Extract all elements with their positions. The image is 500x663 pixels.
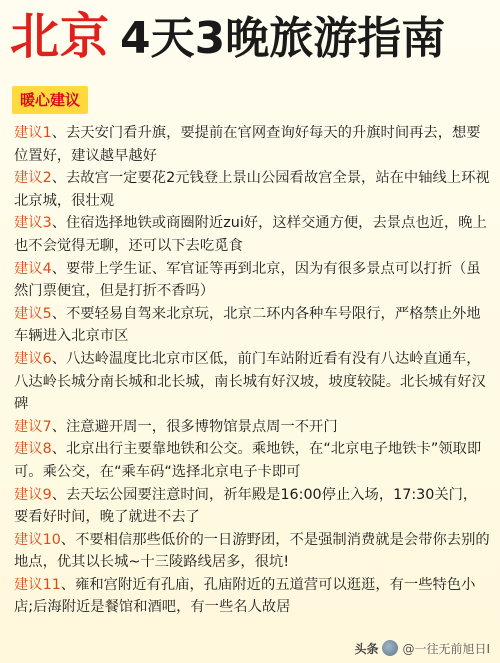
tip-tag: 建议11 [14, 576, 61, 593]
tip-tag: 建议8 [14, 441, 52, 458]
platform-logo: 头条 [354, 641, 379, 656]
tip-item [14, 167, 490, 212]
tip-text: 、八达岭温度比北京市区低，前门车站附近看有没有八达岭直通车，八达岭长城分南长城和北长城，南长城有好汉坡，坡度较陡。北长城有好汉碑 [14, 350, 486, 413]
tip-tag: 建议6 [14, 350, 52, 367]
tip-text: 、注意避开周一，很多博物馆景点周一不开门 [51, 418, 338, 435]
page-title [10, 8, 492, 66]
tip-item [14, 212, 490, 257]
tip-tag: 建议10 [14, 531, 61, 548]
tip-text: 、去故宫一定要花2元钱登上景山公园看故宫全景，站在中轴线上环视北京城，很壮观 [14, 170, 490, 209]
tip-text: 、要带上学生证、军官证等再到北京，因为有很多景点可以打折（虽然门票便宜，但是打折不香吗） [14, 260, 481, 300]
tip-text: 、不要轻易自驾来北京玩，北京二环内各种车号限行，严格禁止外地车辆进入北京市区 [14, 305, 481, 345]
tips-list [14, 122, 490, 619]
tip-tag: 建议1 [14, 125, 52, 141]
tip-item [14, 348, 490, 416]
tip-item [14, 438, 490, 483]
tip-tag: 建议4 [14, 260, 52, 277]
tip-text: 、雍和宫附近有孔庙，孔庙附近的五道营可以逛逛，有一些特色小店;后海附近是餐馆和酒吧，有一些名人故居 [14, 576, 476, 616]
tip-text: 、去天坛公园要注意时间，祈年殿是16:00停止入场，17:30关门，要看好时间，晚了就进不去了 [14, 486, 478, 526]
tip-item [14, 574, 490, 619]
author-avatar-icon [382, 640, 398, 656]
tip-tag: 建议9 [14, 486, 52, 503]
tip-text: 、北京出行主要靠地铁和公交。乘地铁，在“北京电子地铁卡”领取即可。乘公交，在“乘车码“选择北京电子卡即可 [14, 441, 482, 480]
title-subtitle: 4天3晚旅游指南 [120, 13, 446, 64]
tip-item [14, 303, 490, 348]
author-handle: @一往无前旭日I [402, 641, 490, 656]
section-heading: 暖心建议 [12, 86, 88, 114]
title-city: 北京 [10, 8, 111, 65]
tip-item [14, 122, 490, 167]
tip-item [14, 484, 490, 529]
source-watermark [354, 637, 490, 659]
tip-text: 、不要相信那些低价的一日游野团，不是强制消费就是会带你去别的地点，优其以长城~十三陵路线居多，很坑! [14, 531, 490, 571]
tip-tag: 建议3 [14, 215, 52, 232]
tip-item [14, 416, 490, 439]
tip-item [14, 258, 490, 303]
tip-item [14, 529, 490, 574]
tip-tag: 建议7 [14, 418, 52, 435]
tip-text: 、住宿选择地铁或商圈附近zui好，这样交通方便，去景点也近，晚上也不会觉得无聊，还可以下去吃觅食 [14, 215, 487, 254]
tip-tag: 建议2 [14, 170, 52, 187]
tip-text: 、去天安门看升旗，要提前在官网查询好每天的升旗时间再去，想要位置好，建议越早越好 [14, 125, 481, 164]
tip-tag: 建议5 [14, 305, 52, 322]
